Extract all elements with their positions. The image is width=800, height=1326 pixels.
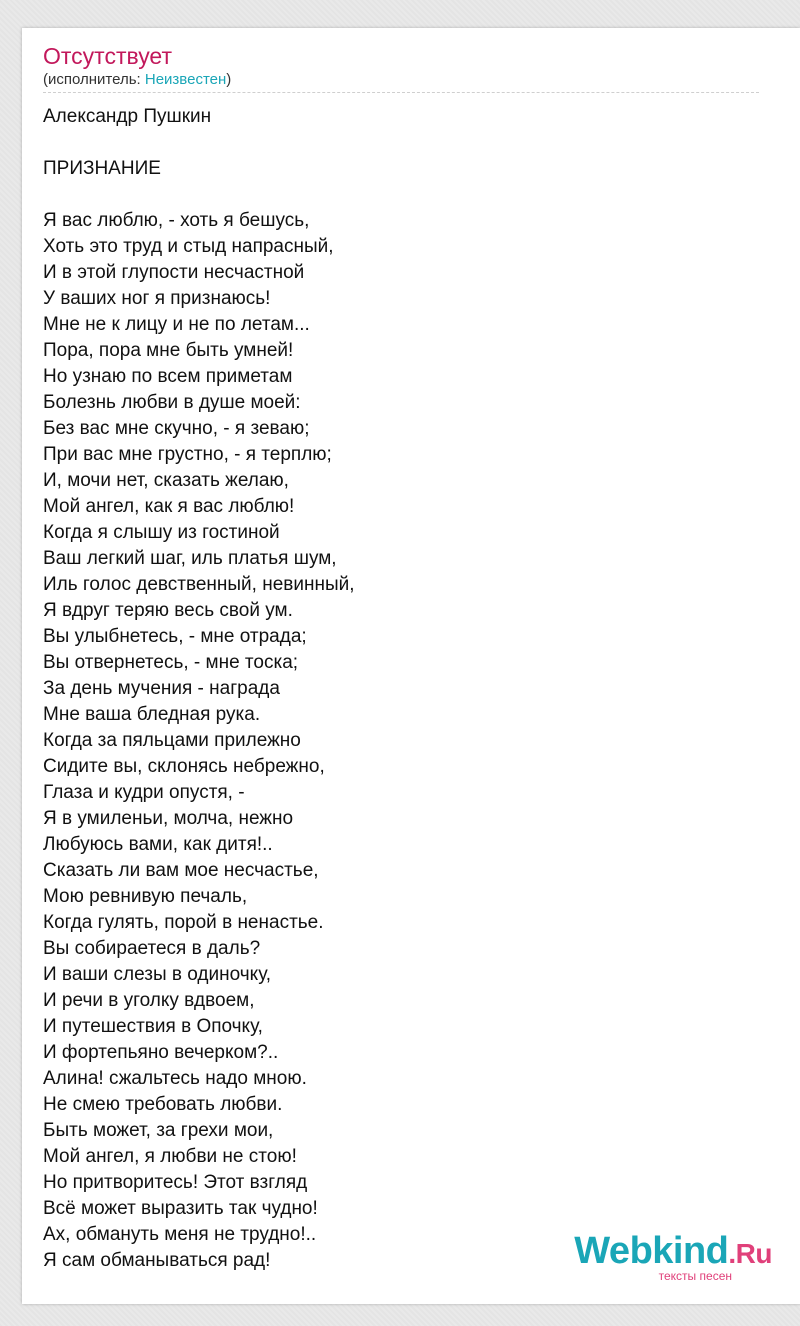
lyrics-text: Александр Пушкин ПРИЗНАНИЕ Я вас люблю, - хоть я бешусь, Хоть это труд и стыд напрасный, И в этой глупости несчастной У ваших ног я признаюсь! Мне не к лицу и не по летам... Пора, пора мне быть умней! Но узнаю по всем приметам Болезнь любви в душе моей: Без вас мне скучно, - я зеваю; При вас мне грустно, - я терплю; И, мочи нет, сказать желаю, Мой ангел, как я вас люблю! Когда я слышу из гостиной Ваш легкий шаг, иль платья шум, Иль голос девственный, невинный, Я вдруг теряю весь свой ум. Вы улыбнетесь, - мне отрада; Вы отвернетесь, - мне тоска; За день мучения - награда Мне ваша бледная рука. Когда за пяльцами прилежно Сидите вы, склонясь небрежно, Глаза и кудри опустя, - Я в умиленьи, молча, нежно Любуюсь вами, как дитя!.. Сказать ли вам мое несчастье, Мою ревнивую печаль, Когда гулять, порой в ненастье. Вы собираетеся в даль? И ваши слезы в одиночку, И речи в уголку вдвоем, И путешествия в Опочку, И фортепьяно вечерком?.. Алина! сжальтесь надо мною. Не смею требовать любви. Быть может, за грехи мои, Мой ангел, я любви не стою! Но притворитесь! Этот взгляд Всё может выразить так чудно! Ах, обмануть меня не трудно!.. Я сам обманываться рад! [43,106,355,1271]
artist-line [43,71,759,89]
song-title: Отсутствует [43,43,172,69]
lyrics-content [43,42,759,1274]
lyrics-card [22,28,800,1304]
artist-link[interactable]: Неизвестен [144,71,227,88]
divider [43,92,759,93]
logo-wordmark [574,1231,772,1274]
artist-suffix: ) [226,71,232,88]
artist-prefix: (исполнитель: [43,71,145,88]
site-logo[interactable] [574,1231,772,1282]
logo-main-text: Webkind [574,1230,729,1272]
logo-subtitle: тексты песен [658,1269,732,1283]
logo-tld: .Ru [728,1238,772,1269]
